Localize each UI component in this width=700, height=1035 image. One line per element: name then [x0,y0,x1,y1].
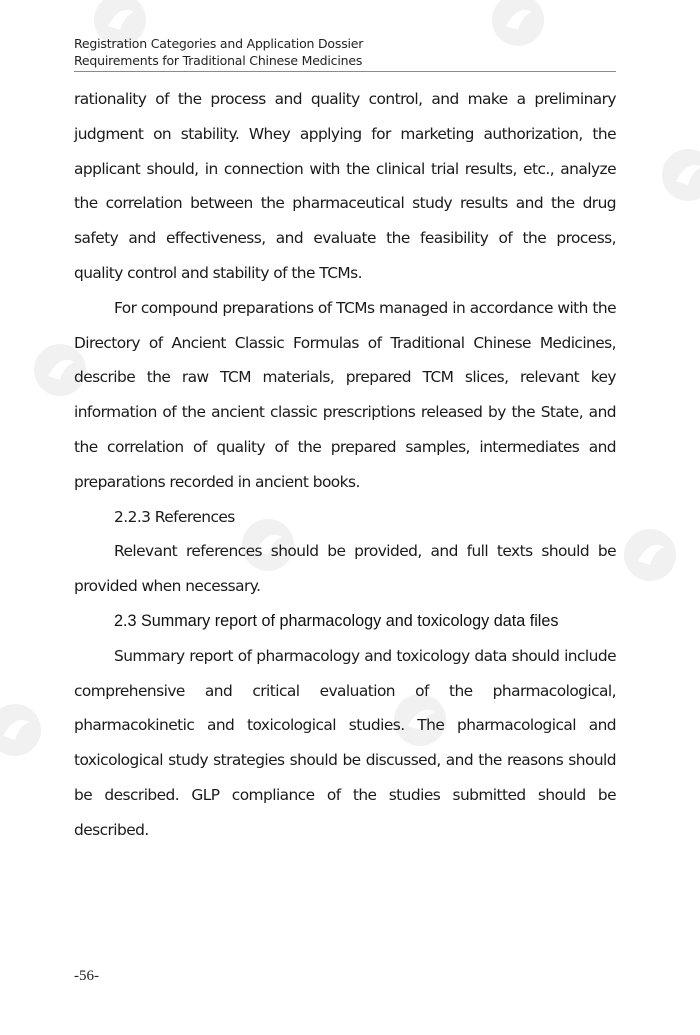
watermark-logo [658,145,700,205]
header-line-2: Requirements for Traditional Chinese Medicines [74,53,363,68]
section-heading-pharmacology-toxicology: 2.3 Summary report of pharmacology and toxicology data files [114,611,559,630]
watermark-logo [0,700,45,760]
paragraph-summary-report: Summary report of pharmacology and toxicology data should include comprehensive and critical evaluation of the pharmacological, pharmacokinetic and toxicological studies. The pharmacological and toxicological study strategies should be discussed, and the reasons should be described. GLP compliance of the studies submitted should be described. [74,646,616,839]
paragraph-references: Relevant references should be provided, and full texts should be provided when necessary. [74,542,616,596]
paragraph-stability: rationality of the process and quality control, and make a preliminary judgment on stability. Whey applying for marketing authorization, the applicant should, in connection with the clinical trial results, etc., analyze the correlation between the pharmaceutical study results and the drug safety and effectiveness, and evaluate the feasibility of the process, quality control and stability of the TCMs. [74,90,616,282]
header-line-1: Registration Categories and Application Dossier [74,36,364,51]
running-header [74,35,616,69]
page-body [74,82,616,848]
page-number: -56- [74,968,99,984]
header-divider [74,71,616,72]
watermark-logo [620,525,680,585]
subheading-references: 2.2.3 References [114,507,235,526]
paragraph-compound-preparations: For compound preparations of TCMs managed in accordance with the Directory of Ancient Classic Formulas of Traditional Chinese Medicines, describe the raw TCM materials, prepared TCM slices, relevant key information of the ancient classic prescriptions released by the State, and the correlation of quality of the prepared samples, intermediates and preparations recorded in ancient books. [74,298,616,491]
